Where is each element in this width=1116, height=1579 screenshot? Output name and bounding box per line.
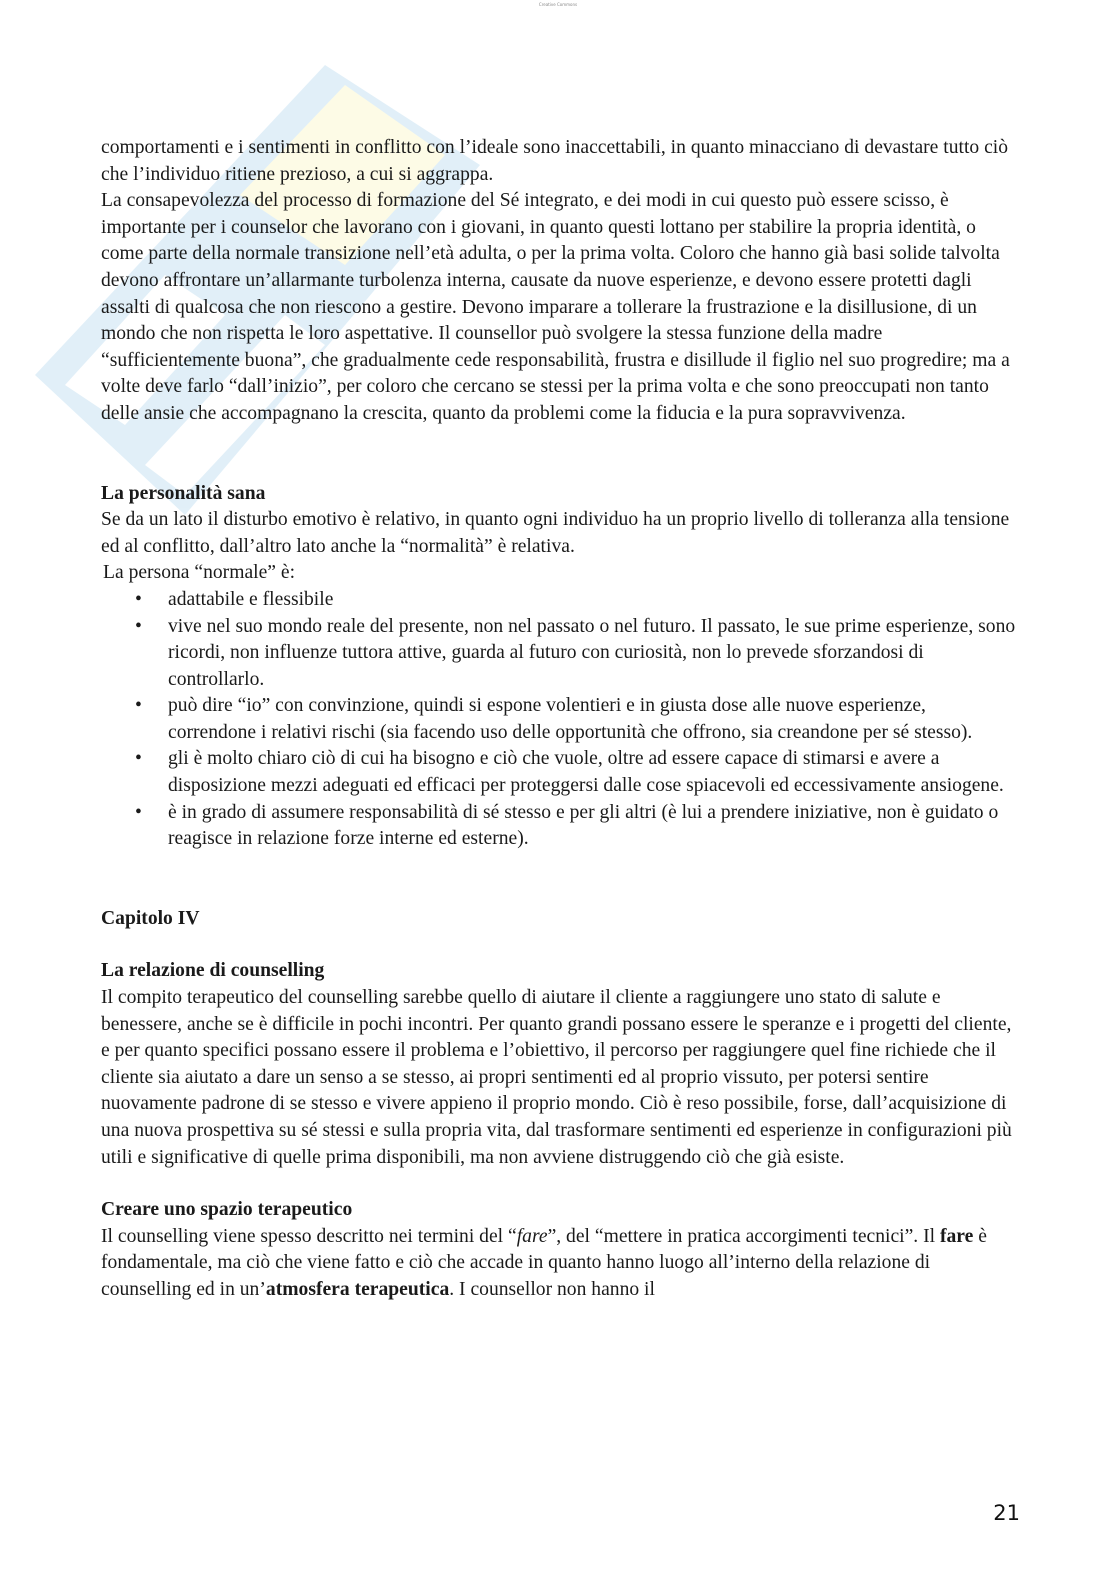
space-paragraph: Il counselling viene spesso descritto nei termini del “fare”, del “mettere in pratica accorgimenti tecnici”. Il fare è fondamentale, ma ciò che viene fatto e ciò che accade in quanto hanno luogo all’interno della relazione di counselling ed in un’atmosfera terapeutica. I counsellor non hanno il xyxy=(101,1225,987,1300)
list-item: • gli è molto chiaro ciò di cui ha bisogno e ciò che vuole, oltre ad essere capace di stimarsi e avere a disposizione mezzi adeguati ed efficaci per proteggersi dalle cose spiacevoli ed eccessivamente ansiogene. xyxy=(101,746,1016,799)
chapter-title: Capitolo IV xyxy=(101,907,200,929)
page-number: 21 xyxy=(993,1501,1020,1525)
list-item: • adattabile e flessibile xyxy=(101,587,1016,614)
section-heading-therapeutic-space: Creare uno spazio terapeutico xyxy=(101,1199,353,1221)
list-item: • è in grado di assumere responsabilità di sé stesso e per gli altri (è lui a prendere iniziative, non è guidato o reagisce in relazione forze interne ed esterne). xyxy=(101,800,1016,853)
healthy-lead: La persona “normale” è: xyxy=(103,562,296,584)
relation-paragraph: Il compito terapeutico del counselling sarebbe quello di aiutare il cliente a raggiungere uno stato di salute e benessere, anche se è difficile in pochi incontri. Per quanto grandi possano essere le speranze e i progetti del cliente, e per quanto specifici possano essere il problema e l’obiettivo, il percorso per raggiungere quel fine richiede che il cliente sia aiutato a dare un senso a se stesso, ai propri sentimenti ed al proprio vissuto, per potersi sentire nuovamente padrone di se stesso e vivere appieno il proprio mondo. Ciò è reso possibile, forse, dall’acquisizione di una nuova prospettiva su sé stessi e sulla propria vita, dal trasformare sentimenti ed esperienze in configurazioni più utili e significative di quelle prima disponibili, ma non avviene distruggendo ciò che già esiste. xyxy=(101,987,1012,1168)
section-heading-healthy-personality: La personalità sana xyxy=(101,482,266,504)
paragraph-self-awareness: La consapevolezza del processo di formazione del Sé integrato, e dei modi in cui questo può essere scisso, è importante per i counselor che lavorano con i giovani, in quanto questi lottano per stabilire la propria identità, o come parte della normale transizione nell’età adulta, o per la prima volta. Coloro che hanno già basi solide talvolta devono affrontare un’allarmante turbolenza interna, causate da nuove esperienze, e devono essere protetti dagli assalti di qualcosa che non riescono a gestire. Devono imparare a tollerare la frustrazione e la disillusione, di un mondo che non rispetta le loro aspettative. Il counsellor può svolgere la stessa funzione della madre “sufficientemente buona”, che gradualmente cede responsabilità, frustra e disillude il figlio nel suo progredire; ma a volte deve farlo “dall’inizio”, per coloro che cercano se stessi per la prima volta e che sono preoccupati non tanto delle ansie che accompagnano la crescita, quanto da problemi come la fiducia e la pura sopravvivenza. xyxy=(101,190,1010,424)
healthy-traits-list xyxy=(101,587,1016,853)
main-text xyxy=(101,135,1016,1304)
paragraph-continuation: comportamenti e i sentimenti in conflitto con l’ideale sono inaccettabili, in quanto minacciano di devastare tutto ciò che l’individuo ritiene prezioso, a cui si aggrappa. xyxy=(101,137,1009,185)
page-header-note: Creative Commons xyxy=(538,2,578,7)
list-item: • può dire “io” con convinzione, quindi si espone volentieri e in giusta dose alle nuove esperienze, correndone i relativi rischi (sia facendo uso delle opportunità che offrono, sia creandone per sé stesso). xyxy=(101,693,1016,746)
section-heading-counselling-relation: La relazione di counselling xyxy=(101,960,325,982)
healthy-intro: Se da un lato il disturbo emotivo è relativo, in quanto ogni individuo ha un proprio livello di tolleranza alla tensione ed al conflitto, dall’altro lato anche la “normalità” è relativa. xyxy=(101,509,1010,557)
list-item: • vive nel suo mondo reale del presente, non nel passato o nel futuro. Il passato, le sue prime esperienze, sono ricordi, non influenze tuttora attive, guarda al futuro con curiosità, non lo prevede sforzandosi di controllarlo. xyxy=(101,614,1016,694)
